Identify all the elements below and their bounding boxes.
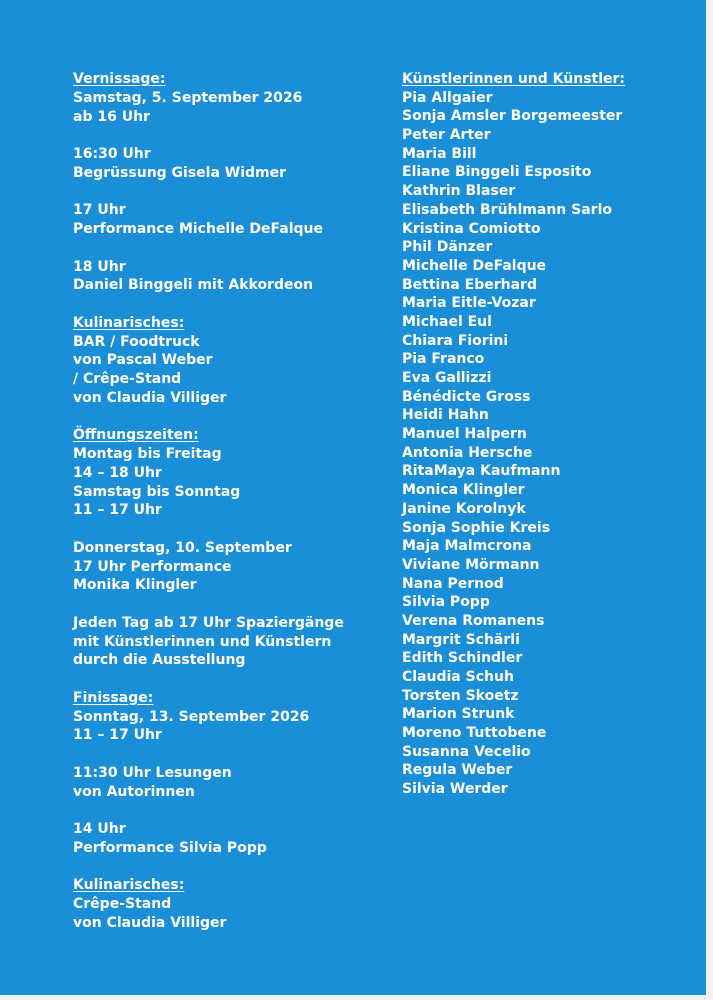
music-time: 18 Uhr bbox=[73, 258, 126, 275]
opening-hours-line: 11 – 17 Uhr bbox=[73, 502, 162, 519]
artist-name: Nana Pernod bbox=[402, 575, 504, 592]
artist-name: Edith Schindler bbox=[402, 650, 523, 667]
culinary-1-line: von Pascal Weber bbox=[73, 352, 213, 369]
artist-name: Elisabeth Brühlmann Sarlo bbox=[402, 201, 612, 218]
culinary-1-line: / Crêpe-Stand bbox=[73, 371, 182, 387]
culinary-1-heading: Kulinarisches: bbox=[73, 314, 185, 331]
finissage-heading: Finissage: bbox=[73, 689, 154, 706]
greeting-text: Begrüssung Gisela Widmer bbox=[73, 164, 287, 181]
artist-name: Silvia Popp bbox=[402, 594, 490, 611]
artist-name: Maria Eitle-Vozar bbox=[402, 295, 536, 312]
artist-name: Michelle DeFalque bbox=[402, 257, 547, 274]
finissage-time: 11 – 17 Uhr bbox=[73, 727, 162, 744]
greeting-time: 16:30 Uhr bbox=[73, 146, 151, 162]
artist-name: Torsten Skoetz bbox=[402, 687, 519, 704]
artist-list bbox=[402, 89, 702, 799]
artist-name: Regula Weber bbox=[402, 762, 513, 779]
program-column bbox=[73, 70, 373, 933]
artist-name: Verena Romanens bbox=[402, 612, 545, 629]
culinary-1-line: BAR / Foodtruck bbox=[73, 333, 200, 350]
thursday-line: Monika Klingler bbox=[73, 577, 197, 594]
readings-line: von Autorinnen bbox=[73, 783, 195, 800]
vernissage-date: Samstag, 5. September 2026 bbox=[73, 89, 303, 106]
artist-name: Peter Arter bbox=[402, 127, 491, 144]
artist-name: Maja Malmcrona bbox=[402, 538, 532, 555]
artist-name: Phil Dänzer bbox=[402, 239, 493, 256]
vernissage-heading: Vernissage: bbox=[73, 71, 166, 87]
performance-2-text: Performance Silvia Popp bbox=[73, 839, 267, 856]
thursday-line: Donnerstag, 10. September bbox=[73, 539, 292, 556]
artist-name: RitaMaya Kaufmann bbox=[402, 463, 561, 480]
artist-name: Susanna Vecelio bbox=[402, 743, 531, 760]
artist-name: Moreno Tuttobene bbox=[402, 725, 547, 742]
artist-name: Pia Franco bbox=[402, 351, 485, 368]
music-text: Daniel Binggeli mit Akkordeon bbox=[73, 277, 314, 294]
artist-name: Silvia Werder bbox=[402, 781, 508, 798]
thursday-line: 17 Uhr Performance bbox=[73, 558, 232, 575]
opening-hours-line: Montag bis Freitag bbox=[73, 446, 222, 462]
walks-line: Jeden Tag ab 17 Uhr Spaziergänge bbox=[73, 614, 344, 631]
artist-name: Bettina Eberhard bbox=[402, 276, 537, 293]
artists-column bbox=[402, 70, 702, 799]
artist-name: Eliane Binggeli Esposito bbox=[402, 164, 592, 181]
walks-line: durch die Ausstellung bbox=[73, 652, 246, 669]
artist-name: Pia Allgaier bbox=[402, 89, 493, 106]
artist-name: Marion Strunk bbox=[402, 706, 515, 723]
artist-name: Eva Gallizzi bbox=[402, 370, 492, 386]
artist-name: Viviane Mörmann bbox=[402, 556, 540, 573]
artist-name: Bénédicte Gross bbox=[402, 388, 531, 405]
artist-name: Antonia Hersche bbox=[402, 444, 533, 461]
performance-1-time: 17 Uhr bbox=[73, 202, 126, 219]
finissage-date: Sonntag, 13. September 2026 bbox=[73, 708, 310, 725]
artist-name: Monica Klingler bbox=[402, 482, 525, 499]
culinary-2-line: von Claudia Villiger bbox=[73, 914, 227, 931]
artist-name: Kristina Comiotto bbox=[402, 220, 541, 237]
opening-hours-line: Samstag bis Sonntag bbox=[73, 483, 241, 500]
artist-name: Sonja Sophie Kreis bbox=[402, 519, 551, 536]
artist-name: Claudia Schuh bbox=[402, 669, 514, 685]
artist-name: Heidi Hahn bbox=[402, 407, 489, 424]
artist-name: Margrit Schärli bbox=[402, 631, 520, 648]
culinary-1-line: von Claudia Villiger bbox=[73, 389, 227, 406]
artist-name: Kathrin Blaser bbox=[402, 183, 516, 200]
opening-hours-heading: Öffnungszeiten: bbox=[73, 427, 199, 444]
artist-name: Chiara Fiorini bbox=[402, 332, 509, 349]
artist-name: Michael Eul bbox=[402, 313, 492, 330]
artist-name: Janine Korolnyk bbox=[402, 500, 526, 517]
culinary-2-line: Crêpe-Stand bbox=[73, 896, 172, 912]
readings-line: 11:30 Uhr Lesungen bbox=[73, 764, 232, 781]
artists-heading: Künstlerinnen und Künstler: bbox=[402, 71, 626, 87]
performance-2-time: 14 Uhr bbox=[73, 821, 126, 837]
walks-line: mit Künstlerinnen und Künstlern bbox=[73, 633, 332, 650]
culinary-2-heading: Kulinarisches: bbox=[73, 877, 185, 894]
opening-hours-line: 14 – 18 Uhr bbox=[73, 464, 162, 481]
vernissage-time: ab 16 Uhr bbox=[73, 108, 150, 125]
performance-1-text: Performance Michelle DeFalque bbox=[73, 221, 323, 237]
artist-name: Manuel Halpern bbox=[402, 426, 527, 443]
artist-name: Maria Bill bbox=[402, 145, 477, 162]
artist-name: Sonja Amsler Borgemeester bbox=[402, 108, 623, 125]
